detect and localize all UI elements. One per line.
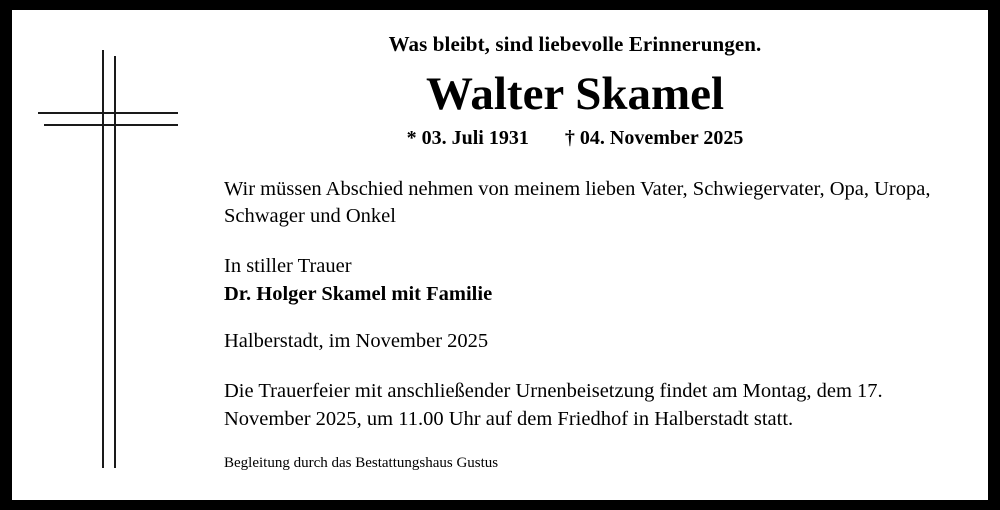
ceremony-details: Die Trauerfeier mit anschließender Urnenbeisetzung findet am Montag, dem 17. November 2025, um 11.00 Uhr auf dem Friedhof in Halberstadt statt. — [224, 380, 883, 430]
christian-cross-icon — [30, 38, 200, 478]
mourning-family: Dr. Holger Skamel mit Familie — [224, 282, 493, 305]
notice-inner-panel — [12, 10, 988, 500]
cross-horizontal-line-inner — [44, 124, 178, 126]
mourning-intro: In stiller Trauer — [224, 255, 352, 278]
place-and-date: Halberstadt, im November 2025 — [224, 330, 489, 353]
funeral-home-note: Begleitung durch das Bestattungshaus Gustus — [224, 455, 499, 472]
cross-vertical-line-inner — [114, 56, 116, 468]
life-dates — [202, 127, 968, 150]
cross-horizontal-line-outer — [38, 112, 178, 114]
motto-line: Was bleibt, sind liebevolle Erinnerungen. — [388, 32, 762, 56]
deceased-name: Walter Skamel — [425, 68, 725, 120]
notice-text-block — [202, 28, 968, 472]
farewell-paragraph: Wir müssen Abschied nehmen von meinem lieben Vater, Schwiegervater, Opa, Uropa, Schwager und Onkel — [224, 177, 931, 228]
death-date: † 04. November 2025 — [564, 126, 744, 149]
mourning-block — [202, 253, 968, 308]
birth-date: * 03. Juli 1931 — [406, 126, 529, 149]
